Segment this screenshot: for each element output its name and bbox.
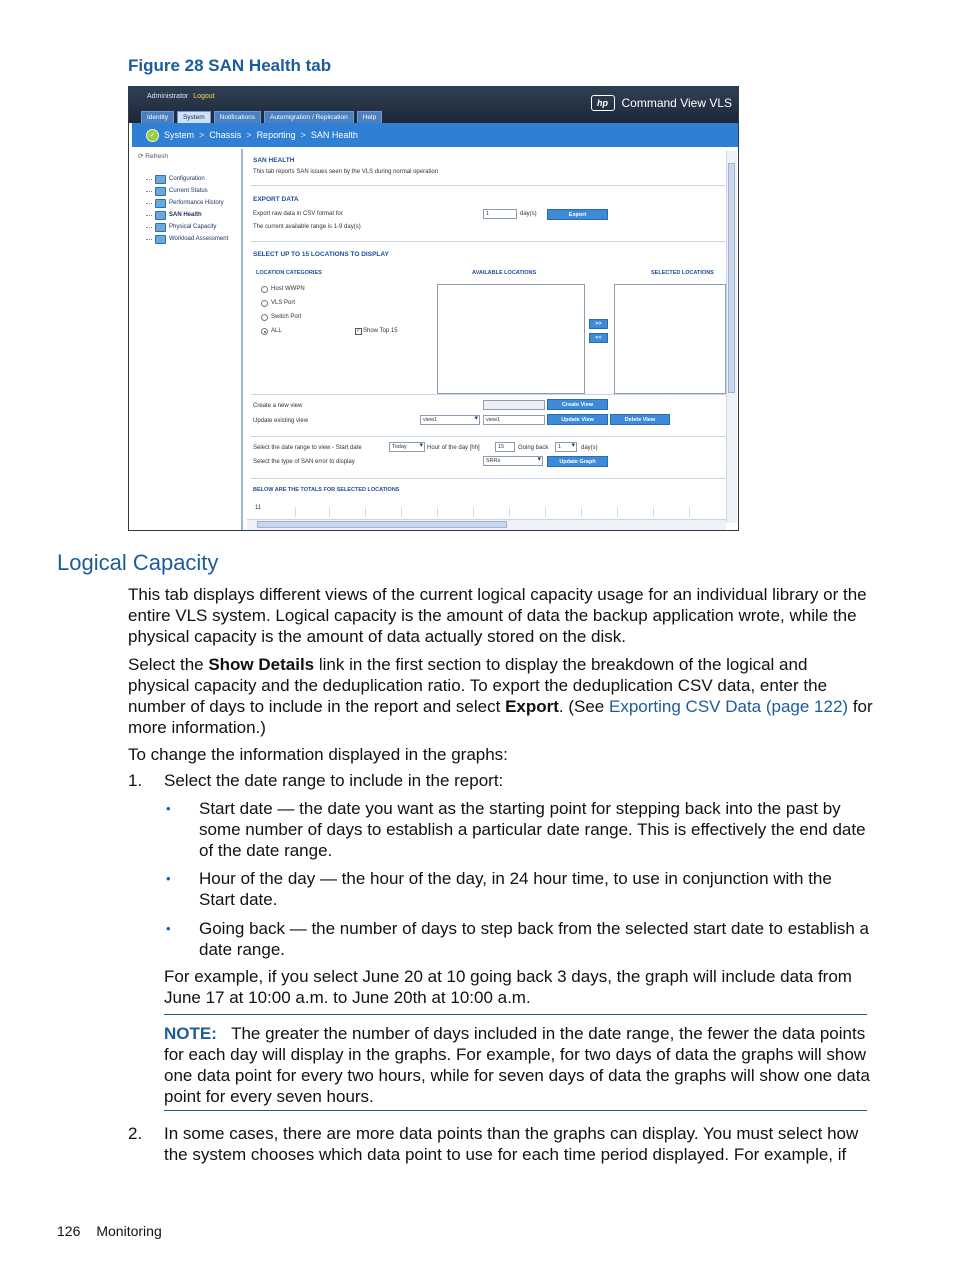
create-view-input[interactable] bbox=[483, 400, 545, 410]
tree-item-configuration[interactable] bbox=[146, 173, 228, 185]
update-view-select[interactable]: view1 ▾ bbox=[420, 415, 480, 425]
breadcrumb-system[interactable]: System bbox=[164, 130, 195, 140]
bullet-icon: • bbox=[166, 921, 171, 936]
refresh-icon: ⟳ bbox=[138, 153, 146, 160]
delete-view-button[interactable]: Delete View bbox=[610, 414, 670, 425]
san-health-screenshot bbox=[128, 86, 739, 531]
folder-icon bbox=[155, 199, 166, 208]
paragraph-change-info: To change the information displayed in the graphs: bbox=[128, 745, 508, 764]
folder-icon bbox=[155, 223, 166, 232]
graph-gridline bbox=[365, 507, 366, 517]
create-view-label: Create a new view bbox=[253, 403, 303, 409]
radio-label: ALL bbox=[271, 328, 282, 334]
selected-locations-list[interactable] bbox=[614, 284, 726, 394]
start-date-select[interactable]: Today ▾ bbox=[389, 442, 425, 452]
export-label: Export raw data in CSV format for bbox=[253, 211, 343, 217]
folder-icon bbox=[155, 187, 166, 196]
note-text: The greater the number of days included in the date range, the fewer the data points for each day will display in the graphs. For example, for two days of data the graphs will show one data point for every two hours, while for seven days of data the graphs will show one data point for every seven hours. bbox=[164, 1024, 870, 1106]
hour-label: Hour of the day [hh] bbox=[427, 445, 480, 451]
example-paragraph: For example, if you select June 20 at 10 going back 3 days, the graph will include data from June 17 at 10:00 a.m. to June 20th at 10:00 a.m. bbox=[164, 967, 852, 1007]
tree-item-san-health[interactable] bbox=[146, 209, 228, 221]
text: link in the first section to display the breakdown of the logical and physical capacity and the deduplication ratio. To export the deduplication CSV data, enter the number of days to include in the report and select bbox=[128, 655, 828, 716]
location-categories-header: LOCATION CATEGORIES bbox=[256, 270, 322, 276]
breadcrumb-reporting[interactable]: Reporting bbox=[256, 130, 296, 140]
hp-logo-icon: hp bbox=[591, 95, 615, 111]
folder-icon bbox=[155, 175, 166, 184]
bullet-icon: • bbox=[166, 801, 171, 816]
tab-help[interactable]: Help bbox=[357, 111, 382, 124]
date-range-label: Select the date range to view - Start date bbox=[253, 445, 362, 451]
section-heading: Logical Capacity bbox=[57, 550, 219, 575]
exporting-csv-link[interactable]: Exporting CSV Data (page 122) bbox=[609, 697, 849, 716]
paragraph-show-details bbox=[128, 654, 873, 738]
refresh-label: Refresh bbox=[145, 153, 169, 160]
update-view-label: Update existing view bbox=[253, 418, 309, 424]
hour-input[interactable]: 15 bbox=[495, 442, 515, 452]
radio-all[interactable] bbox=[261, 328, 268, 335]
radio-label: VLS Port bbox=[271, 300, 296, 306]
graph-gridline bbox=[617, 507, 618, 517]
export-term: Export bbox=[505, 697, 559, 716]
show-top-label: Show Top 15 bbox=[363, 328, 398, 334]
tree-item-label: Performance History bbox=[169, 200, 224, 206]
tab-automigration[interactable]: Automigration / Replication bbox=[264, 111, 354, 124]
step-number: 2. bbox=[128, 1124, 143, 1143]
nav-tree bbox=[146, 173, 228, 245]
text: Select the bbox=[128, 655, 209, 674]
selected-locations-header: SELECTED LOCATIONS bbox=[651, 270, 714, 276]
update-view-input[interactable]: view1 bbox=[483, 415, 545, 425]
tree-item-label: Current Status bbox=[169, 188, 208, 194]
tree-item-physical-capacity[interactable] bbox=[146, 221, 228, 233]
tree-item-label: Physical Capacity bbox=[169, 224, 217, 230]
available-locations-header: AVAILABLE LOCATIONS bbox=[472, 270, 537, 276]
breadcrumb-separator: > bbox=[199, 130, 205, 140]
page-number: 126 bbox=[57, 1223, 81, 1239]
tab-system[interactable]: System bbox=[177, 111, 211, 124]
navigation-tree-panel bbox=[132, 149, 243, 531]
update-graph-button[interactable]: Update Graph bbox=[547, 456, 608, 467]
chapter-name: Monitoring bbox=[96, 1223, 162, 1239]
graph-gridline bbox=[689, 507, 690, 517]
graph-gridline bbox=[437, 507, 438, 517]
show-top-checkbox[interactable]: ✓ bbox=[356, 328, 362, 334]
tree-item-label: SAN Health bbox=[169, 212, 202, 218]
move-right-button[interactable]: >> bbox=[589, 319, 608, 329]
paragraph-intro: This tab displays different views of the current logical capacity usage for an individual library or the entire VLS system. Logical capacity is the amount of data the backup application wrote, while the physical capacity is the amount of data actually stored on the disk. bbox=[128, 585, 867, 646]
going-back-label: Going back bbox=[518, 445, 549, 451]
breadcrumb-separator: > bbox=[300, 130, 306, 140]
going-back-select[interactable]: 1 ▾ bbox=[555, 442, 577, 452]
breadcrumb-separator: > bbox=[246, 130, 252, 140]
available-range-text: The current available range is 1-9 day(s) bbox=[253, 224, 361, 230]
horizontal-scrollbar[interactable] bbox=[247, 519, 726, 530]
note bbox=[164, 1023, 874, 1107]
graph-y-label: 11 bbox=[255, 505, 262, 511]
tree-item-current-status[interactable] bbox=[146, 185, 228, 197]
graph-gridline bbox=[653, 507, 654, 517]
bullet-going-back: Going back — the number of days to step back from the selected start date to establish a date range. bbox=[199, 919, 869, 959]
user-label: Administrator bbox=[147, 93, 189, 100]
tree-item-label: Configuration bbox=[169, 176, 205, 182]
error-type-label: Select the type of SAN error to display bbox=[253, 459, 355, 465]
graph-gridline bbox=[473, 507, 474, 517]
note-rule-bottom bbox=[164, 1110, 867, 1111]
status-ok-icon: ✓ bbox=[146, 129, 159, 142]
radio-host-wwpn[interactable] bbox=[261, 286, 268, 293]
refresh-link[interactable] bbox=[138, 152, 168, 160]
breadcrumb-chassis[interactable]: Chassis bbox=[209, 130, 242, 140]
note-label: NOTE: bbox=[164, 1024, 217, 1043]
graph-gridline bbox=[581, 507, 582, 517]
totals-title: BELOW ARE THE TOTALS FOR SELECTED LOCATIONS bbox=[253, 487, 400, 493]
divider bbox=[251, 478, 725, 479]
folder-icon bbox=[155, 235, 166, 244]
tab-identity[interactable]: Identity bbox=[141, 111, 174, 124]
move-left-button[interactable]: << bbox=[589, 333, 608, 343]
divider bbox=[251, 394, 725, 395]
step-number: 1. bbox=[128, 771, 143, 790]
update-view-button[interactable]: Update View bbox=[547, 414, 608, 425]
locations-title: SELECT UP TO 15 LOCATIONS TO DISPLAY bbox=[253, 251, 389, 258]
breadcrumb bbox=[132, 123, 738, 147]
scroll-thumb[interactable] bbox=[728, 163, 735, 393]
radio-label: Host WWPN bbox=[271, 286, 305, 292]
radio-switch-port[interactable] bbox=[261, 314, 268, 321]
scroll-thumb[interactable] bbox=[257, 521, 507, 528]
radio-label: Switch Port bbox=[271, 314, 302, 320]
page-footer bbox=[57, 1223, 162, 1239]
export-days-input[interactable]: 1 bbox=[483, 209, 517, 219]
export-days-unit: day(s) bbox=[520, 211, 537, 217]
going-back-unit: day(s) bbox=[581, 445, 598, 451]
app-header bbox=[129, 87, 738, 123]
text: for more information.) bbox=[128, 697, 873, 737]
san-health-description: This tab reports SAN issues seen by the VLS during normal operation bbox=[253, 169, 439, 175]
tree-item-label: Workload Assessment bbox=[169, 236, 229, 242]
step-2-text: In some cases, there are more data points than the graphs can display. You must select how the system chooses which data point to use for each time period displayed. For example, if bbox=[164, 1124, 859, 1164]
user-info bbox=[147, 93, 215, 100]
brand-name: Command View VLS bbox=[621, 96, 732, 110]
divider bbox=[251, 185, 725, 186]
show-details-term: Show Details bbox=[208, 655, 315, 674]
text: . (See bbox=[558, 697, 609, 716]
breadcrumb-san-health: SAN Health bbox=[310, 130, 358, 140]
graph-gridline bbox=[509, 507, 510, 517]
tree-item-performance-history[interactable] bbox=[146, 197, 228, 209]
bullet-icon: • bbox=[166, 871, 171, 886]
divider bbox=[251, 241, 725, 242]
divider bbox=[251, 436, 725, 437]
graph-gridline bbox=[401, 507, 402, 517]
error-type-select[interactable]: SRRs ▾ bbox=[483, 456, 543, 466]
brand bbox=[591, 95, 733, 111]
export-button[interactable]: Export bbox=[547, 209, 608, 220]
graph-gridline bbox=[329, 507, 330, 517]
tree-item-workload-assessment[interactable] bbox=[146, 233, 228, 245]
logout-link[interactable]: Logout bbox=[193, 93, 215, 100]
available-locations-list[interactable] bbox=[437, 284, 585, 394]
step-1-text: Select the date range to include in the report: bbox=[164, 771, 504, 790]
graph-gridline bbox=[295, 507, 296, 517]
san-health-title: SAN HEALTH bbox=[253, 157, 295, 164]
figure-caption: Figure 28 SAN Health tab bbox=[128, 56, 332, 75]
radio-vls-port[interactable] bbox=[261, 300, 268, 307]
bullet-hour-of-day: Hour of the day — the hour of the day, in 24 hour time, to use in conjunction with the Start date. bbox=[199, 869, 832, 909]
vertical-scrollbar[interactable] bbox=[726, 151, 737, 523]
folder-icon bbox=[155, 211, 166, 220]
create-view-button[interactable]: Create View bbox=[547, 399, 608, 410]
note-rule-top bbox=[164, 1014, 867, 1015]
export-title: EXPORT DATA bbox=[253, 196, 299, 203]
bullet-start-date: Start date — the date you want as the starting point for stepping back into the past by some number of days to establish a particular date range. This is effectively the end date of the date range. bbox=[199, 799, 866, 860]
tab-notifications[interactable]: Notifications bbox=[214, 111, 261, 124]
graph-gridline bbox=[545, 507, 546, 517]
